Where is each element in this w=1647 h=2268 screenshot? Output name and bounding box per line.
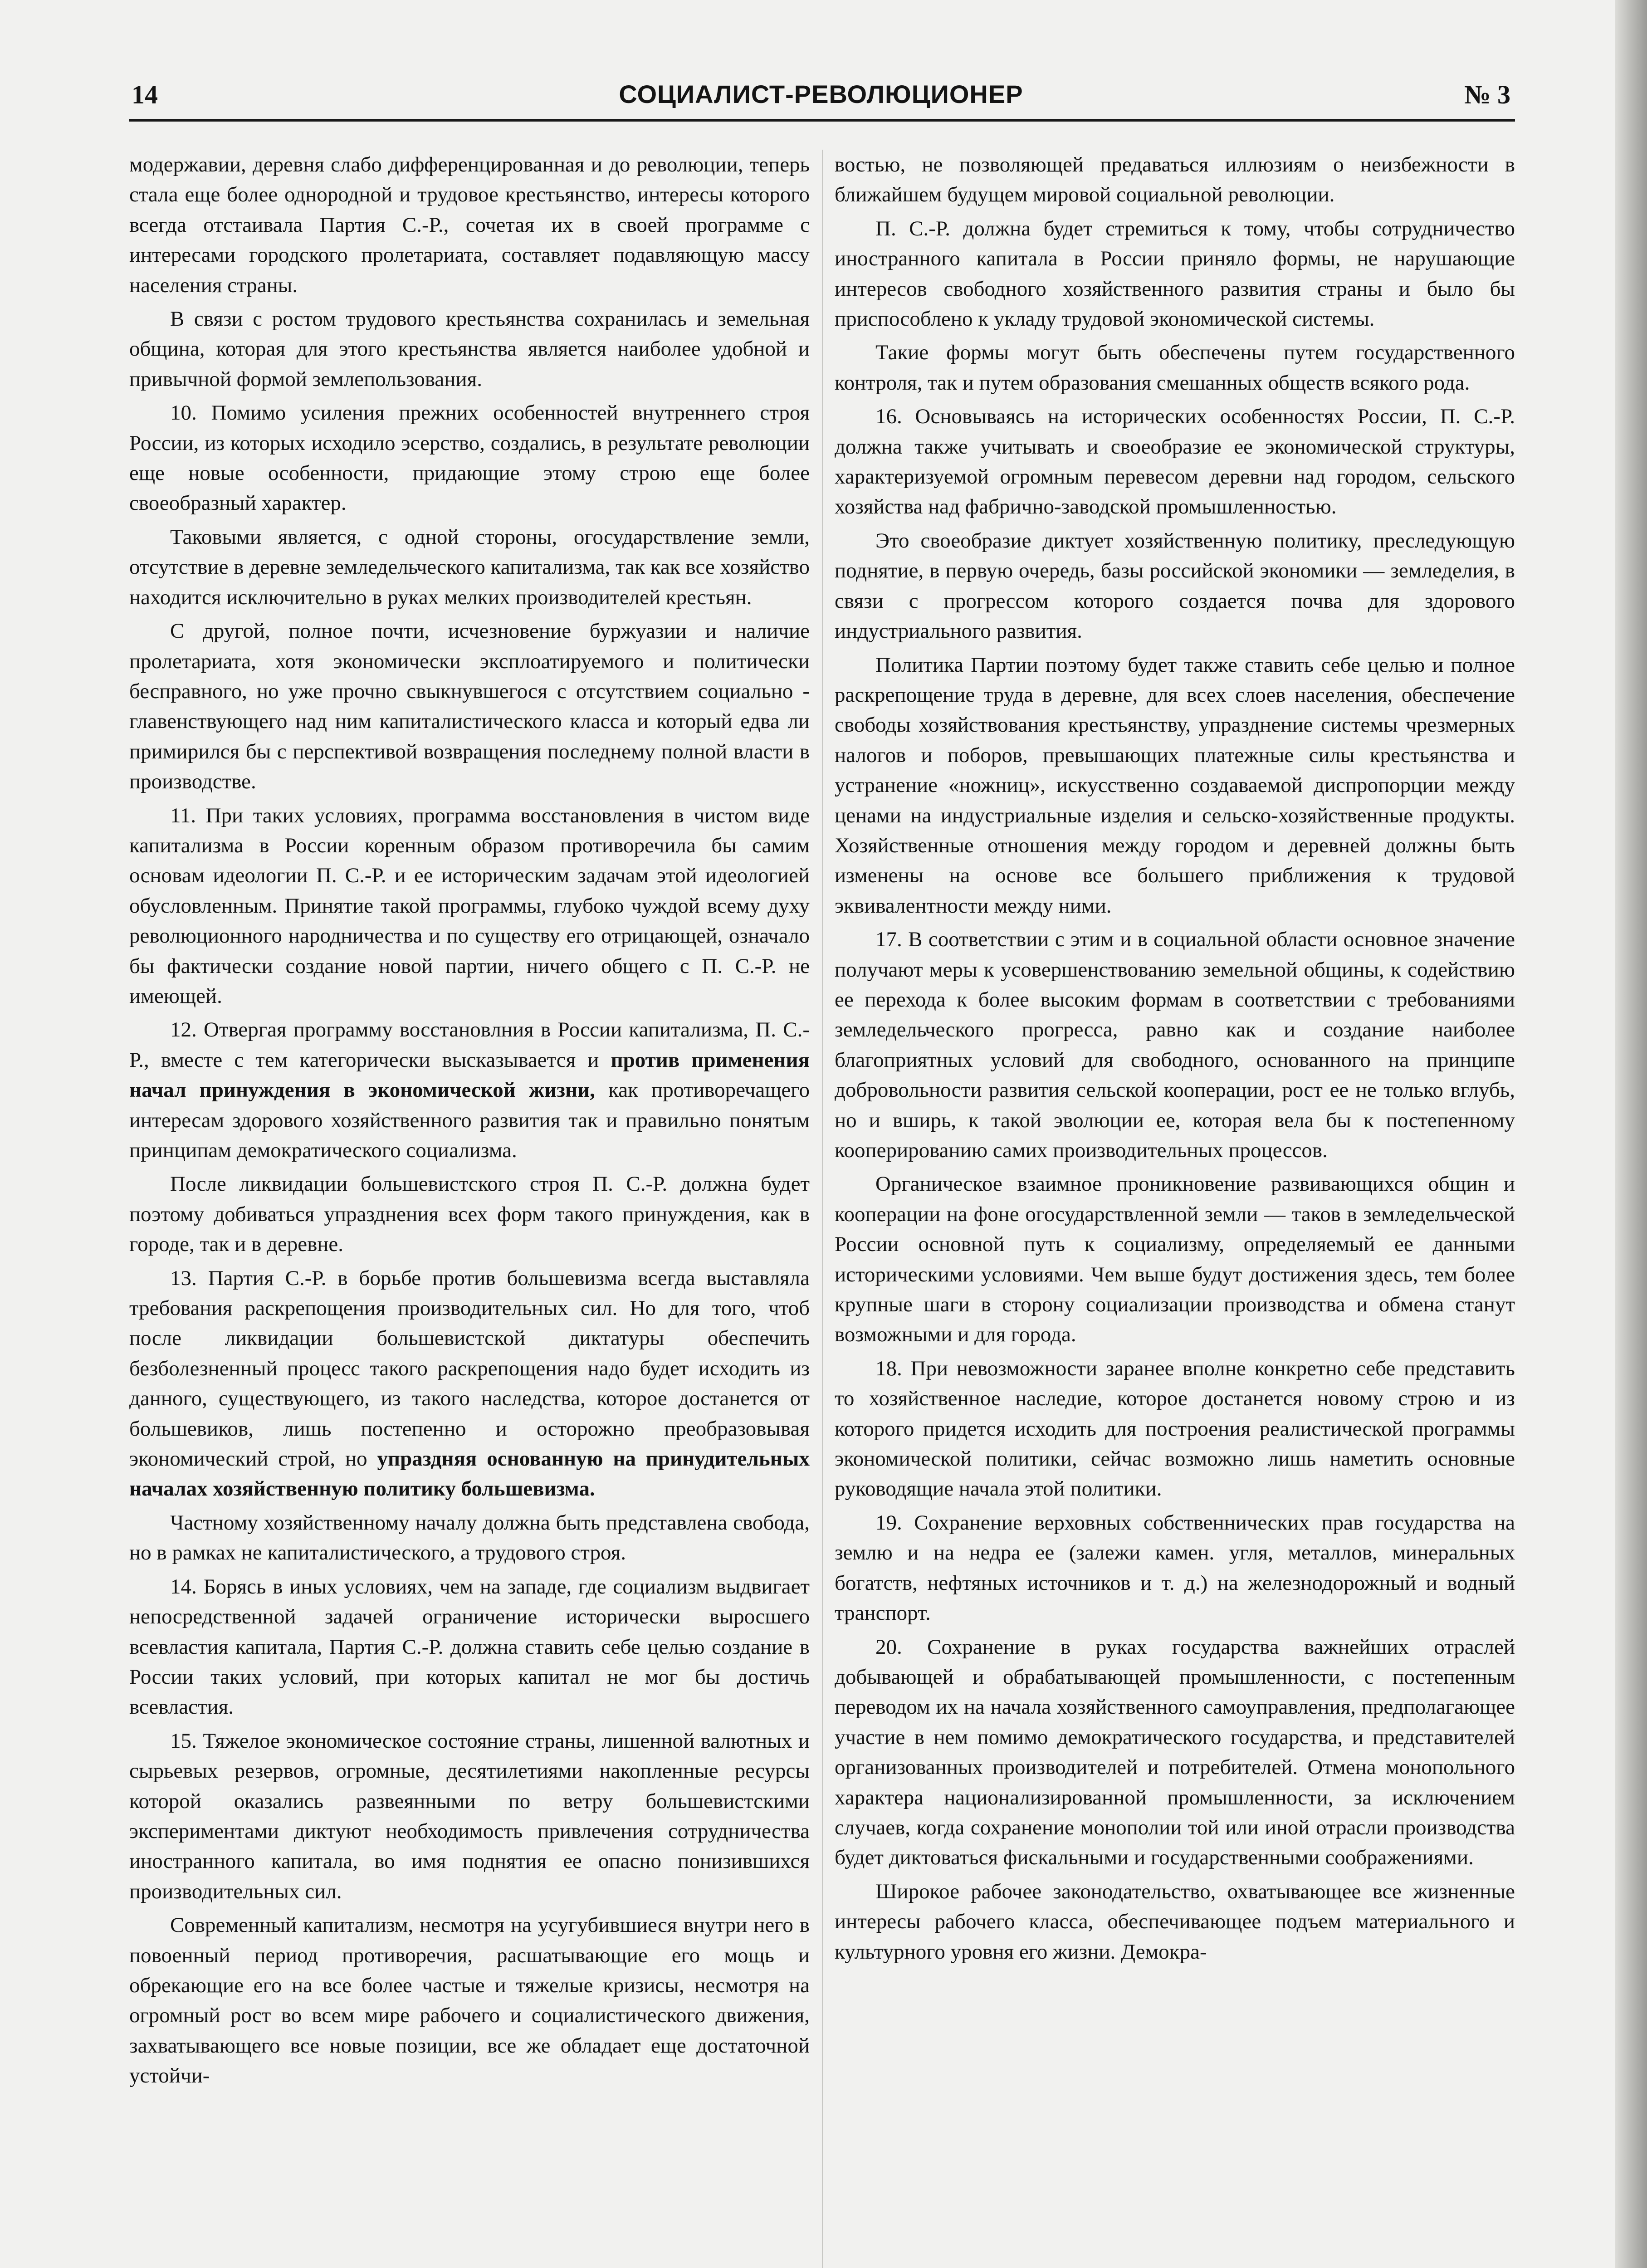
paragraph: 10. Помимо усиления прежних особенностей внутреннего строя России, из которых исходило эсерство, создались, в результате революции еще новые особенности, придающие этому строю еще более своеобразный характер.: [129, 401, 810, 515]
paragraph-text: 12. Отвергая программу восстановлния в России капитализма, П. С.-Р., вместе с тем категорически высказывается и: [129, 1018, 810, 1072]
newspaper-title: СОЦИАЛИСТ-РЕВОЛЮЦИОНЕР: [619, 80, 1023, 108]
paragraph: 14. Борясь в иных условиях, чем на западе, где социализм выдвигает непосредственной задачей ограничение исторически выросшего всевластия капитала, Партия С.-Р. должна ставить себе целью создание в России таких условий, при которых капитал не мог бы достичь всевластия.: [129, 1574, 810, 1719]
paragraph: С другой, полное почти, исчезновение буржуазии и наличие пролетариата, хотя экономически эксплоатируемого и политически бесправного, но уже прочно свыкнувшегося с отсутствием социально - главенствующего над ним капиталистического класса и который едва ли примирился бы с перспективой возвращения последнему полной власти в производстве.: [129, 619, 810, 794]
paragraph: 20. Сохранение в руках государства важнейших отраслей добывающей и обрабатывающей промышленности, с постепенным переводом их на начала хозяйственного самоуправления, предполагающее участие в нем помимо демократического государства, и представителей организованных производителей и потребителей. Отмена монопольного характера национализированной промышленности, за исключением случаев, когда сохранение монополии той или иной отрасли производства будет диктоваться фискальными и государственными соображениями.: [835, 1635, 1515, 1870]
paragraph: 17. В соответствии с этим и в социальной области основное значение получают меры к усовершенствованию земельной общины, к содействию ее перехода к более высоким формам в соответствии с требованиями земледельческого прогресса, равно как и создание наиболее благоприятных условий для свободного, основанного на принципе добровольности развития сельской кооперации, рост ее не только вглубь, но и вширь, к такой эволюции ее, которая вела бы к постепенному кооперированию самих производительных процессов.: [835, 928, 1515, 1162]
page-edge-shadow: [1615, 0, 1647, 2268]
paragraph: П. С.-Р. должна будет стремиться к тому, чтобы сотрудничество иностранного капитала в России приняло формы, не нарушающие интересов свободного хозяйственного развития страны и было бы приспособлено к укладу трудовой экономической системы.: [835, 216, 1515, 331]
paragraph: Широкое рабочее законодательство, охватывающее все жизненные интересы рабочего класса, обеспечивающее подъем материального и культурного уровня его жизни. Демокра-: [835, 1879, 1515, 1964]
header-rule: [129, 119, 1515, 122]
paragraph: Современный капитализм, несмотря на усугубившиеся внутри него в повоенный период противоречия, расшатывающие его мощь и обрекающие его на все более частые и тяжелые кризисы, несмотря на огромный рост во всем мире рабочего и социалистического движения, захватывающего все новые позиции, все же обладает еще достаточной устойчи-: [129, 1913, 810, 2088]
paragraph: Это своеобразие диктует хозяйственную политику, преследующую поднятие, в первую очередь, базы российской экономики — земледелия, в связи с прогрессом которого создается почва для здорового индустриального развития.: [835, 528, 1515, 643]
paragraph: 15. Тяжелое экономическое состояние страны, лишенной валютных и сырьевых резервов, огромные, десятилетиями накопленные ресурсы которой оказались развеянными по ветру большевистскими экспериментами диктуют необходимость привлечения сотрудничества иностранного капитала, во имя поднятия ее опасно понизившихся производительных сил.: [129, 1729, 810, 1903]
paragraph: [129, 1015, 810, 1165]
paragraph: Частному хозяйственному началу должна быть представлена свобода, но в рамках не капиталистического, а трудового строя.: [129, 1510, 810, 1565]
paragraph-text: 13. Партия С.-Р. в борьбе против большевизма всегда выставляла требования раскрепощения производительных сил. Но для того, чтоб после ликвидации большевистской диктатуры обеспечить безболезненный процесс такого раскрепощения надо будет исходить из данного, существующего, из такого наследства, которое достанется от большевиков, лишь постепенно и осторожно преобразовывая экономический строй, но: [129, 1266, 810, 1471]
page-number: 14: [132, 80, 158, 109]
paragraph-text: как противоречащего интересам здорового хозяйственного развития так и правильно понятым принципам демократического социализма.: [129, 1078, 810, 1162]
paragraph: Таковыми является, с одной стороны, огосударствление земли, отсутствие в деревне земледельческого капитализма, так как все хозяйство находится исключительно в руках мелких производителей крестьян.: [129, 525, 810, 609]
paragraph: Органическое взаимное проникновение развивающихся общин и кооперации на фоне огосударствленной земли — таков в земледельческой России основной путь к социализму, определяемый ее данными историческими условиями. Чем выше будут достижения здесь, тем более крупные шаги в сторону социализации производства и обмена станут возможными и для города.: [835, 1172, 1515, 1347]
bold-emphasis: против применения начал принуждения в экономической жизни,: [129, 1048, 810, 1102]
right-column: [835, 150, 1515, 1970]
left-column: [129, 150, 810, 2095]
paragraph: После ликвидации большевистского строя П. С.-Р. должна будет поэтому добиваться упразднения всех форм такого принуждения, как в городе, так и в деревне.: [129, 1172, 810, 1256]
paragraph: В связи с ростом трудового крестьянства сохранилась и земельная община, которая для этого крестьянства является наиболее удобной и привычной формой землепользования.: [129, 307, 810, 391]
column-divider: [822, 150, 823, 2268]
paragraph: востью, не позволяющей предаваться иллюзиям о неизбежности в ближайшем будущем мировой социальной революции.: [835, 153, 1515, 207]
page-header: [132, 79, 1510, 116]
bold-emphasis: упраздняя основанную на принудительных началах хозяйственную политику большевизма.: [129, 1447, 810, 1501]
paragraph: 18. При невозможности заранее вполне конкретно себе представить то хозяйственное наследие, которое достанется новому строю и из которого придется исходить для построения реалистической программы экономической политики, сейчас возможно лишь наметить основные руководящие начала этой политики.: [835, 1356, 1515, 1501]
paragraph: 11. При таких условиях, программа восстановления в чистом виде капитализма в России коренным образом противоречила бы самим основам идеологии П. С.-Р. и ее историческим задачам этой идеологией обусловленным. Принятие такой программы, глубоко чуждой всему духу революционного народничества и по существу его отрицающей, означало бы фактически создание новой партии, ничего общего с П. С.-Р. не имеющей.: [129, 803, 810, 1008]
paragraph: 16. Основываясь на исторических особенностях России, П. С.-Р. должна также учитывать и своеобразие ее экономической структуры, характеризуемой огромным перевесом деревни над городом, сельского хозяйства над фабрично-заводской промышленностью.: [835, 405, 1515, 519]
paragraph: [129, 1263, 810, 1504]
paragraph: Такие формы могут быть обеспечены путем государственного контроля, так и путем образования смешанных обществ всякого рода.: [835, 341, 1515, 395]
paragraph: 19. Сохранение верховных собственнических прав государства на землю и на недра ее (залежи камен. угля, металлов, минеральных богатств, нефтяных источников и т. д.) на железнодорожный и водный транспорт.: [835, 1510, 1515, 1625]
paragraph: модержавии, деревня слабо дифференцированная и до революции, теперь стала еще более однородной и трудовое крестьянство, интересы которого всегда отстаивала Партия С.-Р., сочетая их в своей программе с интересами городского пролетариата, составляет подавляющую массу населения страны.: [129, 153, 810, 297]
issue-number: № 3: [1464, 80, 1510, 109]
paragraph: Политика Партии поэтому будет также ставить себе целью и полное раскрепощение труда в деревне, для всех слоев населения, обеспечение свободы хозяйствования крестьянству, упразднение системы чрезмерных налогов и поборов, превышающих платежные силы крестьянства и устранение «ножниц», искусственно создаваемой диспропорции между ценами на индустриальные изделия и сельско-хозяйственные продукты. Хозяйственные отношения между городом и деревней должны быть изменены на основе все большего приближения к трудовой эквивалентности между ними.: [835, 653, 1515, 918]
